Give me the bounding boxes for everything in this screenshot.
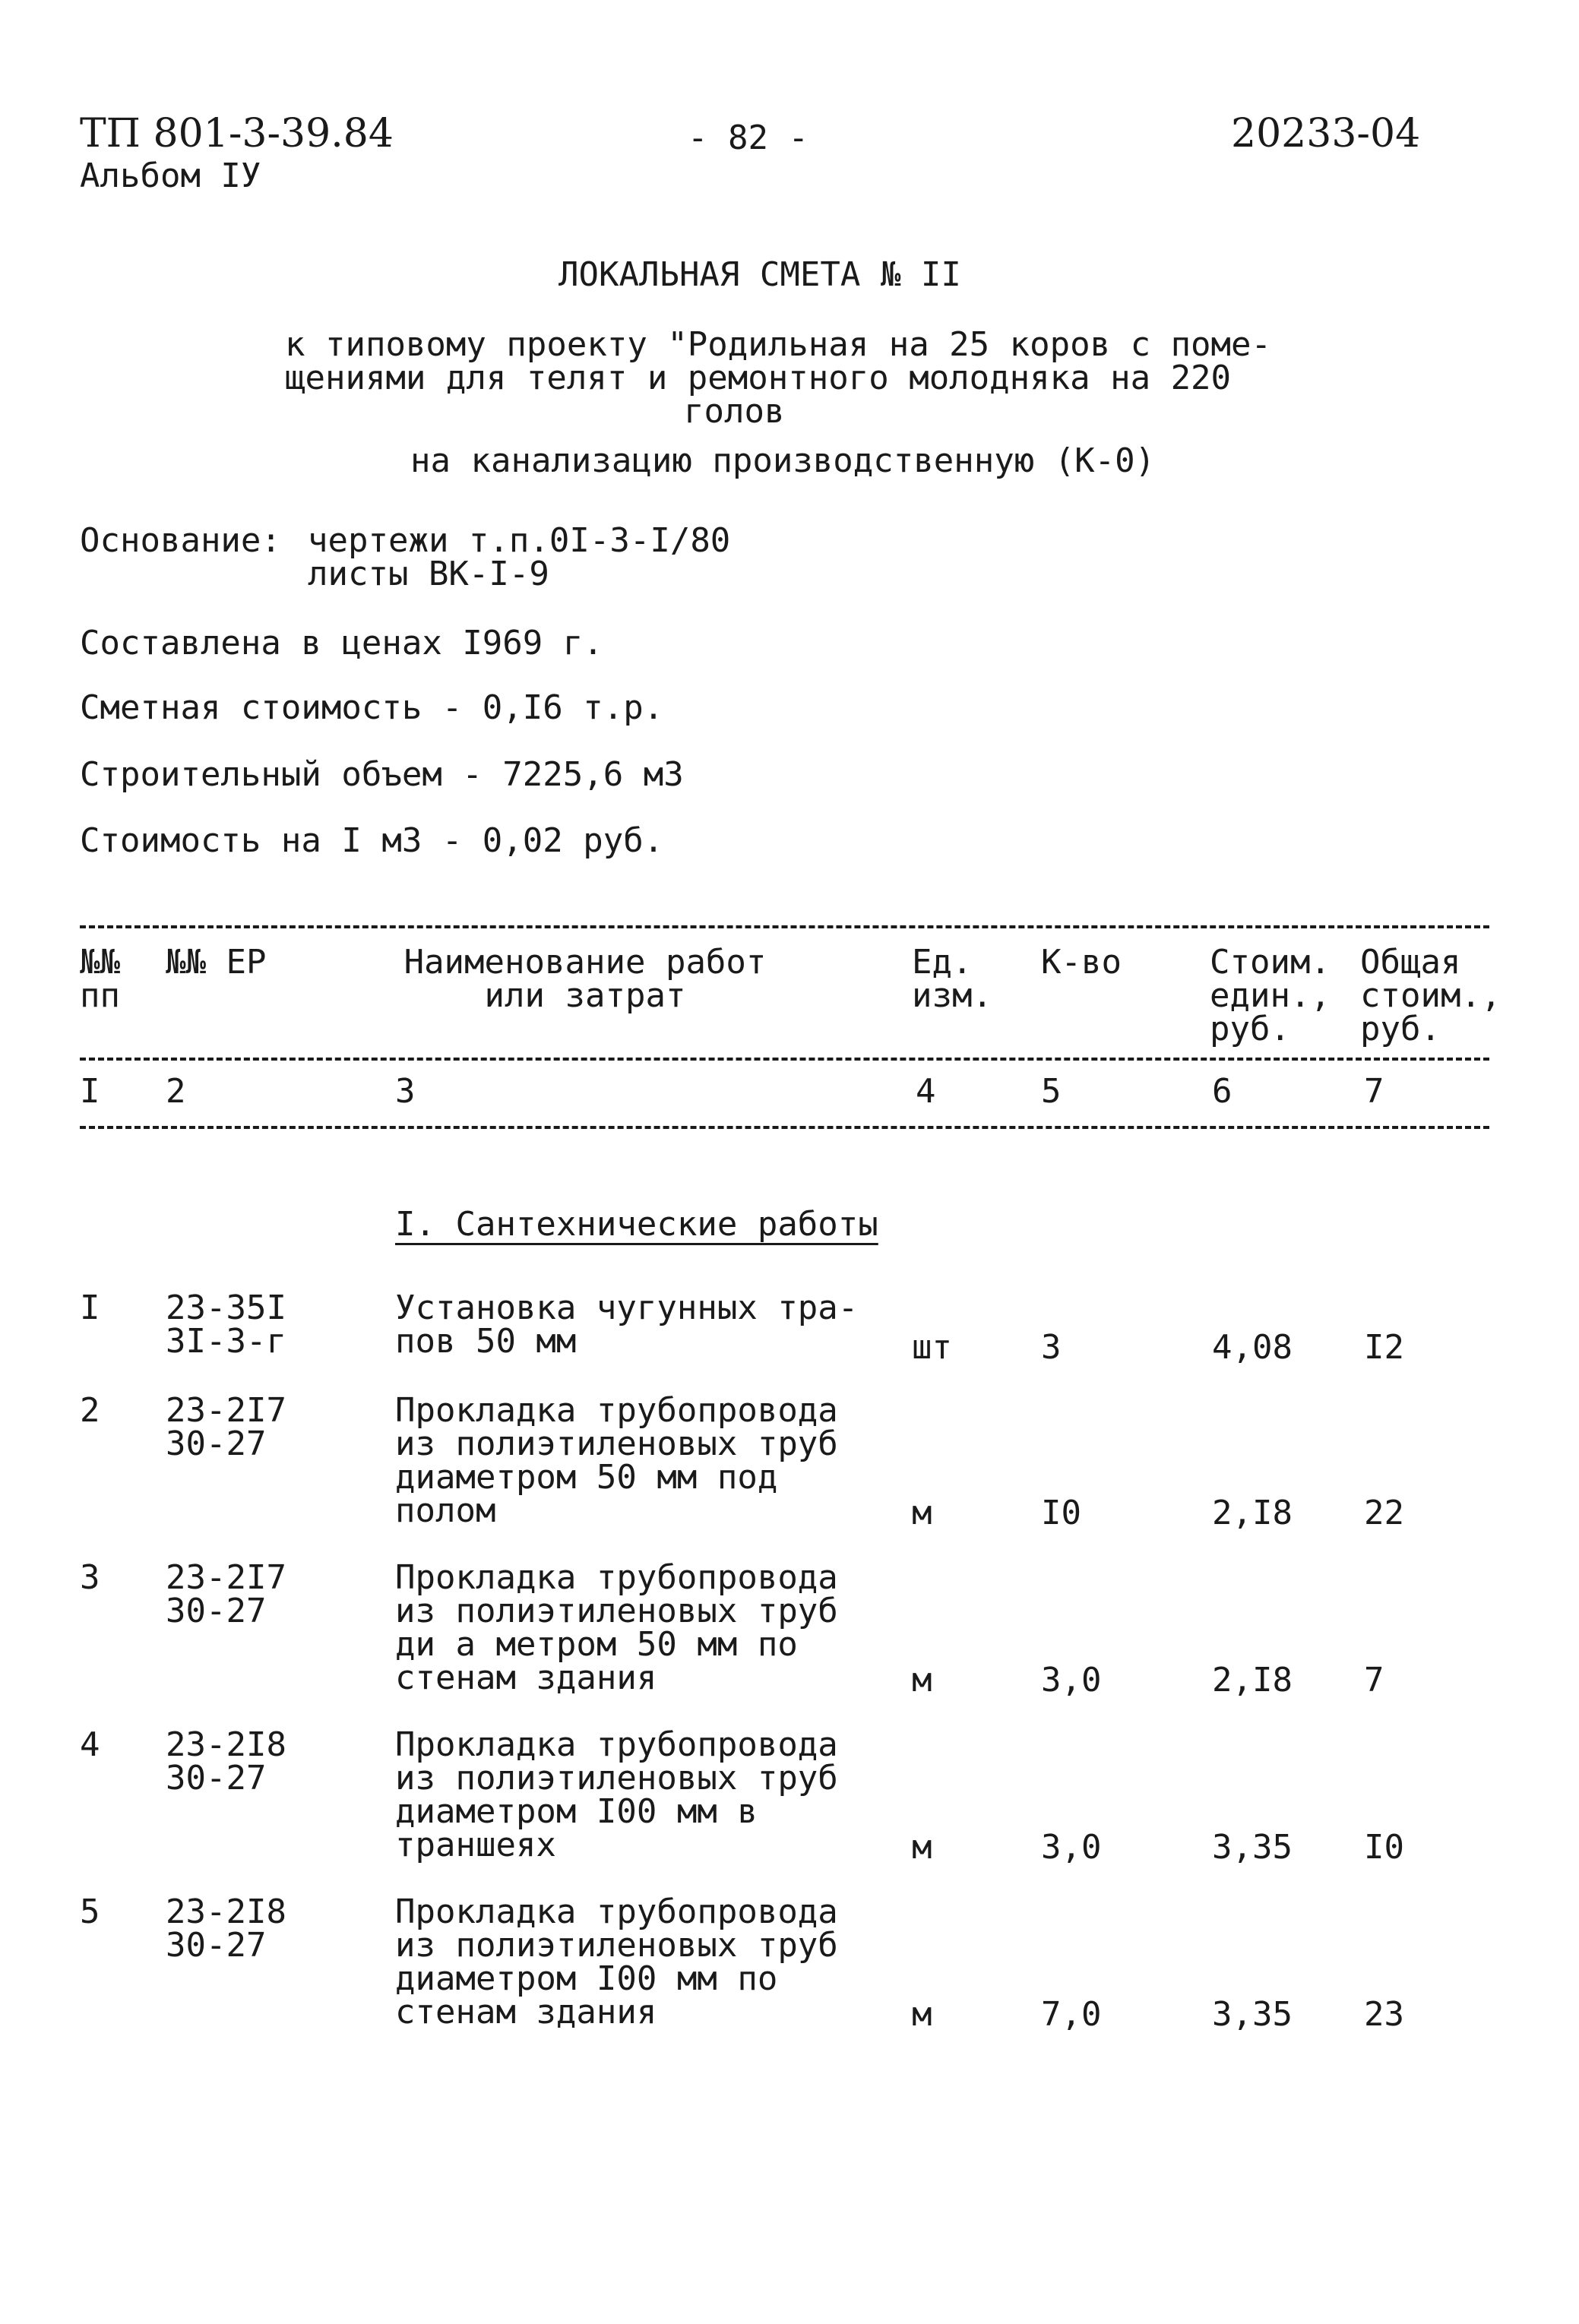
page-number: - 82 - [688, 119, 808, 157]
album-label: Альбом IУ [80, 157, 261, 195]
quantity: 3,0 [1041, 1661, 1102, 1700]
table-header-rule [80, 1058, 1489, 1061]
estimated-cost: Сметная стоимость - 0,I6 т.р. [80, 688, 664, 727]
header-total-cost: Общая стоим., руб. [1360, 943, 1501, 1048]
quantity: 3,0 [1041, 1828, 1102, 1867]
rate-code: 23-2I7 30-27 [166, 1558, 286, 1630]
rate-code: 23-2I8 30-27 [166, 1892, 286, 1965]
building-volume: Строительный объем - 7225,6 м3 [80, 755, 684, 794]
total-cost: I0 [1364, 1828, 1404, 1867]
total-cost: 7 [1364, 1661, 1384, 1700]
document-heading: ЛОКАЛЬНАЯ СМЕТА № II [559, 255, 961, 294]
work-name: Прокладка трубопровода из полиэтиленовых труб диаметром 50 мм под полом [395, 1391, 838, 1530]
header-row-number: №№ пп [80, 943, 120, 1015]
unit: м [912, 1828, 932, 1867]
unit: м [912, 1661, 932, 1700]
total-cost: I2 [1364, 1328, 1404, 1367]
work-name: Прокладка трубопровода из полиэтиленовых труб ди а метром 50 мм по стенам здания [395, 1558, 838, 1697]
header-quantity: К-во [1041, 943, 1122, 982]
header-unit-cost: Стоим. един., руб. [1210, 943, 1331, 1048]
header-rate-code: №№ ЕР [166, 943, 267, 982]
row-number: 5 [80, 1892, 100, 1931]
basis-label: Основание: [80, 521, 281, 560]
row-number: 3 [80, 1558, 100, 1597]
title-line-1: к типовому проекту "Родильная на 25 коров с поме- [285, 325, 1272, 364]
column-number-3: 3 [395, 1072, 416, 1111]
work-name: Прокладка трубопровода из полиэтиленовых труб диаметром I00 мм по стенам здания [395, 1892, 838, 2032]
unit-cost: 2,I8 [1212, 1661, 1293, 1700]
row-number: I [80, 1288, 100, 1327]
section-title: I. Сантехнические работы [395, 1205, 878, 1244]
total-cost: 23 [1364, 1995, 1404, 2034]
column-number-1: I [80, 1072, 100, 1111]
rate-code: 23-35I 3I-3-г [166, 1288, 286, 1361]
unit-cost: 3,35 [1212, 1828, 1293, 1867]
cost-per-m3: Стоимость на I м3 - 0,02 руб. [80, 821, 664, 860]
table-columns-rule [80, 1126, 1489, 1129]
row-number: 4 [80, 1725, 100, 1764]
row-number: 2 [80, 1391, 100, 1430]
title-line-3: голов [684, 392, 785, 431]
estimate-subject: на канализацию производственную (К-0) [410, 441, 1156, 480]
unit-cost: 4,08 [1212, 1328, 1293, 1367]
basis-drawings: чертежи т.п.0I-3-I/80 [308, 521, 731, 560]
unit: м [912, 1494, 932, 1532]
column-number-4: 4 [916, 1072, 936, 1111]
document-number: 20233-04 [1231, 111, 1421, 157]
unit-cost: 2,I8 [1212, 1494, 1293, 1532]
header-work-name: Наименование работ или затрат [403, 943, 767, 1015]
unit-cost: 3,35 [1212, 1995, 1293, 2034]
column-number-5: 5 [1041, 1072, 1062, 1111]
unit: м [912, 1995, 932, 2034]
column-number-6: 6 [1212, 1072, 1233, 1111]
price-basis: Составлена в ценах I969 г. [80, 624, 603, 662]
column-number-2: 2 [166, 1072, 186, 1111]
quantity: 3 [1041, 1328, 1062, 1367]
project-code: ТП 801-3-39.84 [80, 111, 394, 157]
basis-sheets: листы ВК-I-9 [308, 555, 549, 593]
column-number-7: 7 [1364, 1072, 1384, 1111]
work-name: Прокладка трубопровода из полиэтиленовых труб диаметром I00 мм в траншеях [395, 1725, 838, 1864]
title-line-2: щениями для телят и ремонтного молодняка на 220 [285, 359, 1232, 397]
rate-code: 23-2I7 30-27 [166, 1391, 286, 1463]
work-name: Установка чугунных тра- пов 50 мм [395, 1288, 859, 1361]
header-unit: Ед. изм. [912, 943, 992, 1015]
quantity: I0 [1041, 1494, 1081, 1532]
total-cost: 22 [1364, 1494, 1404, 1532]
unit: шт [912, 1328, 952, 1367]
table-top-rule [80, 925, 1489, 928]
rate-code: 23-2I8 30-27 [166, 1725, 286, 1798]
quantity: 7,0 [1041, 1995, 1102, 2034]
